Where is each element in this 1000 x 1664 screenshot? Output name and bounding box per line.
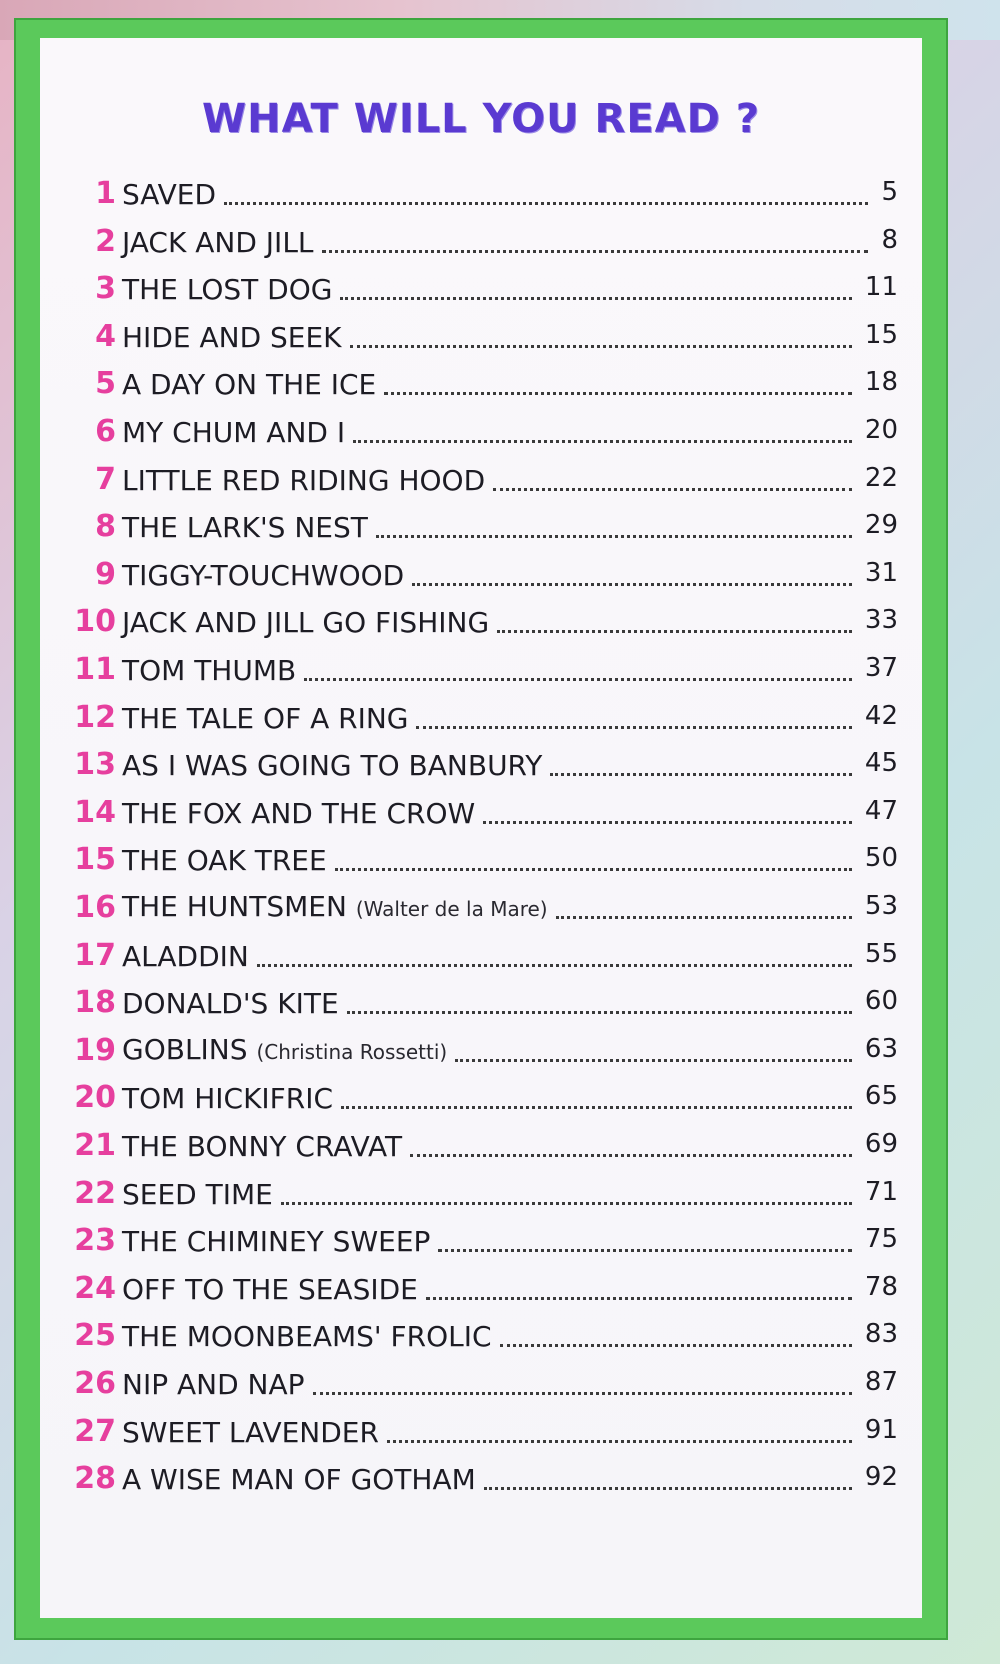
toc-entry-number: 23 [74, 1223, 116, 1259]
toc-entry [40, 839, 922, 879]
toc-entry [40, 506, 922, 546]
toc-entry-title: THE CHIMINEY SWEEP [122, 1225, 431, 1259]
toc-entry-title: HIDE AND SEEK [122, 320, 342, 354]
toc-entry-page-number: 29 [864, 510, 898, 541]
toc-entry-title-wrap [122, 465, 485, 497]
toc-entry-title: THE OAK TREE [122, 844, 327, 878]
toc-entry-page-number: 42 [864, 700, 898, 731]
toc-entry-page-number: 20 [864, 415, 898, 445]
toc-entry-number: 10 [74, 604, 116, 640]
toc-entry [40, 887, 922, 927]
toc-entry-title-wrap [122, 941, 249, 973]
toc-entry-leader-dots [304, 676, 852, 681]
toc-entry-number: 17 [74, 937, 116, 973]
toc-entry [40, 1077, 922, 1117]
toc-entry-number: 8 [95, 509, 116, 545]
toc-entry-leader-dots [493, 486, 852, 491]
toc-entry-title: ALADDIN [122, 939, 249, 973]
toc-entry-title-wrap [122, 227, 314, 259]
toc-entry-page-number: 91 [864, 1414, 898, 1445]
toc-entry-title: LITTLE RED RIDING HOOD [122, 463, 486, 497]
toc-entry-page-number: 65 [864, 1081, 898, 1112]
toc-entry [40, 601, 922, 641]
toc-entry-title-wrap [122, 322, 342, 354]
toc-entry [40, 982, 922, 1022]
toc-entry-title-wrap [122, 1083, 333, 1115]
toc-entry-number: 25 [74, 1318, 116, 1354]
toc-entry-number: 11 [74, 652, 116, 687]
toc-entry-title: THE HUNTSMEN [122, 890, 347, 923]
toc-entry-leader-dots [455, 1057, 852, 1062]
toc-entry-leader-dots [416, 724, 852, 729]
toc-entry-leader-dots [556, 914, 852, 919]
toc-entry-leader-dots [410, 1152, 852, 1157]
toc-entry-title: JACK AND JILL [122, 225, 314, 259]
toc-entry [40, 221, 922, 261]
toc-entry-number: 6 [95, 414, 116, 449]
toc-entry-number: 20 [74, 1080, 116, 1116]
toc-entry-leader-dots [483, 819, 852, 824]
toc-entry-title-wrap [122, 1131, 402, 1163]
toc-entry-title-wrap [122, 607, 489, 639]
toc-entry [40, 1220, 922, 1260]
toc-entry-number: 18 [74, 985, 116, 1021]
toc-entry-page-number: 11 [864, 272, 898, 303]
toc-entry-number: 13 [74, 747, 116, 783]
toc-entry [40, 173, 922, 213]
toc-entry-title-wrap [122, 703, 408, 735]
toc-entry-page-number: 63 [864, 1033, 898, 1064]
toc-entry [40, 935, 922, 975]
toc-entry-title: SEED TIME [122, 1177, 273, 1211]
toc-entry [40, 1030, 922, 1070]
toc-entry-leader-dots [313, 1390, 852, 1395]
toc-entry-title-wrap [122, 1226, 430, 1258]
toc-entry-title: MY CHUM AND I [122, 416, 346, 449]
toc-entry-page-number: 71 [864, 1176, 898, 1207]
toc-entry-title-wrap [122, 891, 548, 925]
toc-entry-leader-dots [550, 771, 852, 776]
toc-entry-number: 14 [74, 794, 116, 830]
toc-entry-leader-dots [353, 438, 852, 443]
toc-entry-page-number: 83 [864, 1319, 898, 1350]
toc-entry [40, 1268, 922, 1308]
page-title: WHAT WILL YOU READ ? [202, 96, 760, 142]
toc-entry [40, 697, 922, 737]
toc-entry-leader-dots [387, 1438, 852, 1443]
toc-entry-leader-dots [350, 343, 852, 348]
toc-entry-title: THE TALE OF A RING [122, 701, 409, 735]
toc-entry-page-number: 15 [864, 319, 898, 350]
toc-entry-title-wrap [122, 1179, 273, 1211]
toc-entry-page-number: 78 [864, 1271, 898, 1302]
toc-entry [40, 744, 922, 784]
toc-entry-leader-dots [322, 248, 868, 253]
toc-entry [40, 1411, 922, 1451]
toc-entry-title-wrap [122, 845, 327, 877]
toc-entry-leader-dots [412, 581, 852, 586]
toc-entry-number: 28 [74, 1461, 116, 1497]
toc-entry-leader-dots [281, 1200, 852, 1205]
toc-entry-leader-dots [426, 1295, 852, 1300]
toc-entry-number: 19 [74, 1032, 116, 1068]
toc-entry-page-number: 69 [864, 1129, 898, 1159]
toc-entry-leader-dots [438, 1247, 852, 1252]
toc-entry-leader-dots [500, 1342, 852, 1347]
toc-entry-title: TIGGY-TOUCHWOOD [122, 558, 405, 592]
toc-entry-leader-dots [347, 1009, 852, 1014]
toc-entry-title-wrap [122, 560, 404, 592]
toc-entry-title-wrap [122, 274, 332, 306]
toc-entry-title: AS I WAS GOING TO BANBURY [122, 749, 543, 783]
toc-entry-page-number: 53 [864, 891, 898, 921]
toc-entry-leader-dots [335, 866, 852, 871]
toc-entry-title: JACK AND JILL GO FISHING [122, 606, 490, 640]
toc-entry-title-wrap [122, 1274, 418, 1306]
contents-panel [40, 38, 922, 1618]
toc-entry-page-number: 47 [864, 795, 898, 826]
toc-entry-number: 2 [95, 223, 116, 259]
toc-entry [40, 363, 922, 403]
toc-entry-title: TOM HICKIFRIC [122, 1082, 334, 1116]
toc-entry-number: 24 [74, 1270, 116, 1306]
toc-entry-page-number: 31 [864, 557, 898, 588]
toc-entry-leader-dots [224, 200, 868, 205]
toc-entry [40, 316, 922, 356]
toc-entry-page-number: 92 [864, 1462, 898, 1493]
toc-entry-page-number: 60 [864, 986, 898, 1017]
toc-entry-leader-dots [341, 1104, 852, 1109]
toc-entry-leader-dots [257, 962, 852, 967]
toc-entry-page-number: 45 [864, 748, 898, 779]
toc-entry [40, 1315, 922, 1355]
toc-entry-author: (Walter de la Mare) [355, 897, 548, 921]
toc-entry [40, 1363, 922, 1403]
toc-entry-number: 12 [74, 699, 116, 735]
toc-entry-number: 27 [74, 1413, 116, 1449]
toc-entry [40, 459, 922, 499]
toc-entry-title: DONALD'S KITE [122, 987, 339, 1021]
toc-entry-page-number: 75 [864, 1224, 898, 1255]
toc-entry-number: 5 [95, 366, 116, 402]
toc-entry-title-wrap [122, 1321, 492, 1353]
toc-entry-number: 9 [95, 556, 116, 592]
toc-entry [40, 411, 922, 451]
green-border-frame [14, 18, 948, 1640]
toc-entry-title: TOM THUMB [122, 654, 297, 687]
toc-entry-page-number: 33 [864, 605, 898, 636]
toc-entry-title-wrap [122, 512, 368, 544]
toc-entry-number: 3 [95, 271, 116, 307]
toc-entry-page-number: 22 [864, 462, 898, 493]
toc-entry-page-number: 8 [881, 224, 898, 255]
toc-entry-leader-dots [484, 1485, 852, 1490]
toc-entry-title-wrap [122, 417, 345, 449]
toc-entry [40, 268, 922, 308]
toc-entry-leader-dots [384, 390, 852, 395]
toc-entry-title: SAVED [122, 178, 217, 211]
toc-entry [40, 1125, 922, 1165]
toc-entry [40, 649, 922, 689]
toc-entry-number: 16 [74, 890, 116, 925]
toc-entry-number: 22 [74, 1175, 116, 1211]
toc-entry-title: GOBLINS [122, 1032, 248, 1066]
toc-entry-page-number: 50 [864, 843, 898, 874]
toc-entry-number: 15 [74, 842, 116, 878]
toc-entry [40, 792, 922, 832]
toc-entry-title-wrap [122, 179, 216, 211]
toc-entry-title-wrap [122, 1369, 305, 1401]
toc-entry-leader-dots [340, 295, 852, 300]
toc-entry-author: (Christina Rossetti) [256, 1039, 448, 1064]
toc-entry-title: THE BONNY CRAVAT [122, 1130, 403, 1163]
toc-entry-page-number: 5 [881, 177, 898, 207]
toc-entry-title: A WISE MAN OF GOTHAM [122, 1463, 476, 1497]
toc-entry-title-wrap [122, 798, 475, 830]
toc-entry-number: 21 [74, 1128, 116, 1163]
toc-entry-title-wrap [122, 655, 296, 687]
toc-entry-title: THE LARK'S NEST [122, 511, 368, 545]
toc-entry-title: OFF TO THE SEASIDE [122, 1272, 418, 1306]
toc-entry-title: NIP AND NAP [122, 1368, 305, 1401]
toc-entry-page-number: 87 [864, 1367, 898, 1397]
toc-entry-title-wrap [122, 750, 542, 782]
toc-entry-number: 7 [95, 461, 116, 497]
toc-entry-number: 1 [95, 176, 116, 211]
toc-entry-title-wrap [122, 1464, 476, 1496]
toc-entry-title: SWEET LAVENDER [122, 1415, 379, 1449]
toc-entry-number: 4 [95, 318, 116, 354]
toc-entry-leader-dots [376, 533, 852, 538]
toc-entry-number: 26 [74, 1366, 116, 1401]
toc-entry-title: A DAY ON THE ICE [122, 368, 377, 402]
toc-entry-title-wrap [122, 1417, 379, 1449]
toc-entry-title-wrap [122, 988, 339, 1020]
toc-entry-page-number: 37 [864, 653, 898, 683]
toc-entry-title: THE FOX AND THE CROW [122, 796, 476, 830]
toc-entry-title: THE LOST DOG [122, 273, 333, 307]
toc-entry [40, 1458, 922, 1498]
toc-entry-page-number: 18 [864, 367, 898, 398]
toc-entry [40, 1173, 922, 1213]
toc-entry-leader-dots [497, 628, 852, 633]
toc-entry-page-number: 55 [864, 938, 898, 969]
toc-entry [40, 554, 922, 594]
toc-entry-title-wrap [122, 369, 376, 401]
toc-entry-title: THE MOONBEAMS' FROLIC [122, 1320, 492, 1354]
toc-entry-title-wrap [122, 1034, 447, 1068]
